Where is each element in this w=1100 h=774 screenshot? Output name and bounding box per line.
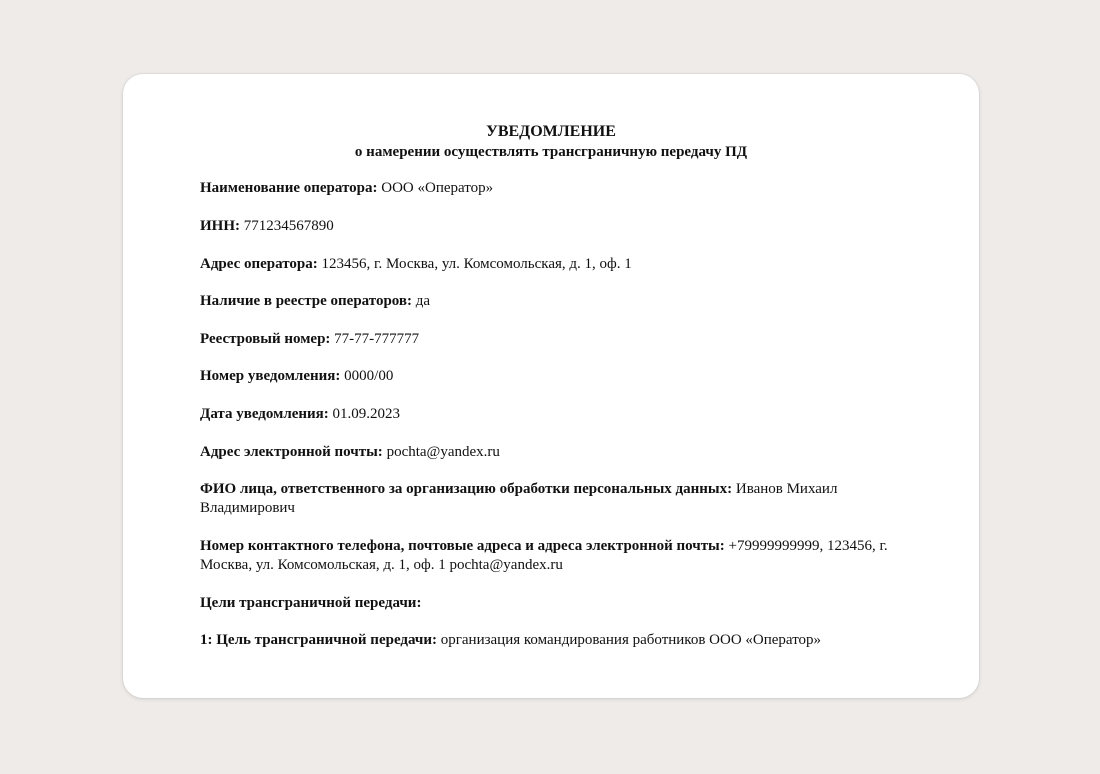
field-label: Наличие в реестре операторов: xyxy=(200,293,413,309)
field-email xyxy=(200,443,920,462)
field-label: Номер контактного телефона, почтовые адреса и адреса электронной почты: xyxy=(200,538,725,554)
field-operator-name xyxy=(200,179,920,198)
field-transfer-goal-1 xyxy=(200,631,920,650)
field-contacts xyxy=(200,537,920,575)
field-value: 0000/00 xyxy=(340,368,394,384)
field-value: 123456, г. Москва, ул. Комсомольская, д. 1, оф. 1 xyxy=(317,256,632,272)
field-value: 01.09.2023 xyxy=(328,406,401,422)
field-value: pochta@yandex.ru xyxy=(382,444,500,460)
field-label: Цели трансграничной передачи: xyxy=(200,595,422,611)
field-transfer-goals xyxy=(200,594,920,613)
field-label: 1: Цель трансграничной передачи: xyxy=(200,632,437,648)
field-label: Адрес электронной почты: xyxy=(200,444,383,460)
field-notification-number xyxy=(200,367,920,386)
field-value: 771234567890 xyxy=(240,218,334,234)
field-value: Иванов Михаил Владимирович xyxy=(200,481,838,516)
document-title: УВЕДОМЛЕНИЕ xyxy=(486,123,616,140)
field-registry-presence xyxy=(200,292,920,311)
field-notification-date xyxy=(200,405,920,424)
field-label: ИНН: xyxy=(200,218,240,234)
field-value: да xyxy=(412,293,431,309)
field-label: Дата уведомления: xyxy=(200,406,329,422)
field-label: ФИО лица, ответственного за организацию обработки персональных данных: xyxy=(200,481,733,497)
document-card xyxy=(123,74,979,698)
field-value: +79999999999, 123456, г. Москва, ул. Комсомольская, д. 1, оф. 1 pochta@yandex.ru xyxy=(200,538,888,573)
field-operator-address xyxy=(200,255,920,274)
field-inn xyxy=(200,217,920,236)
document-header xyxy=(123,122,979,162)
field-value: 77-77-777777 xyxy=(330,331,420,347)
field-responsible-person xyxy=(200,480,920,518)
field-value: организация командирования работников ООО «Оператор» xyxy=(436,632,822,648)
field-label: Адрес оператора: xyxy=(200,256,318,272)
field-value: ООО «Оператор» xyxy=(377,180,494,196)
field-registry-number xyxy=(200,330,920,349)
field-label: Наименование оператора: xyxy=(200,180,378,196)
field-label: Реестровый номер: xyxy=(200,331,331,347)
field-label: Номер уведомления: xyxy=(200,368,341,384)
document-subtitle: о намерении осуществлять трансграничную передачу ПД xyxy=(354,144,748,160)
